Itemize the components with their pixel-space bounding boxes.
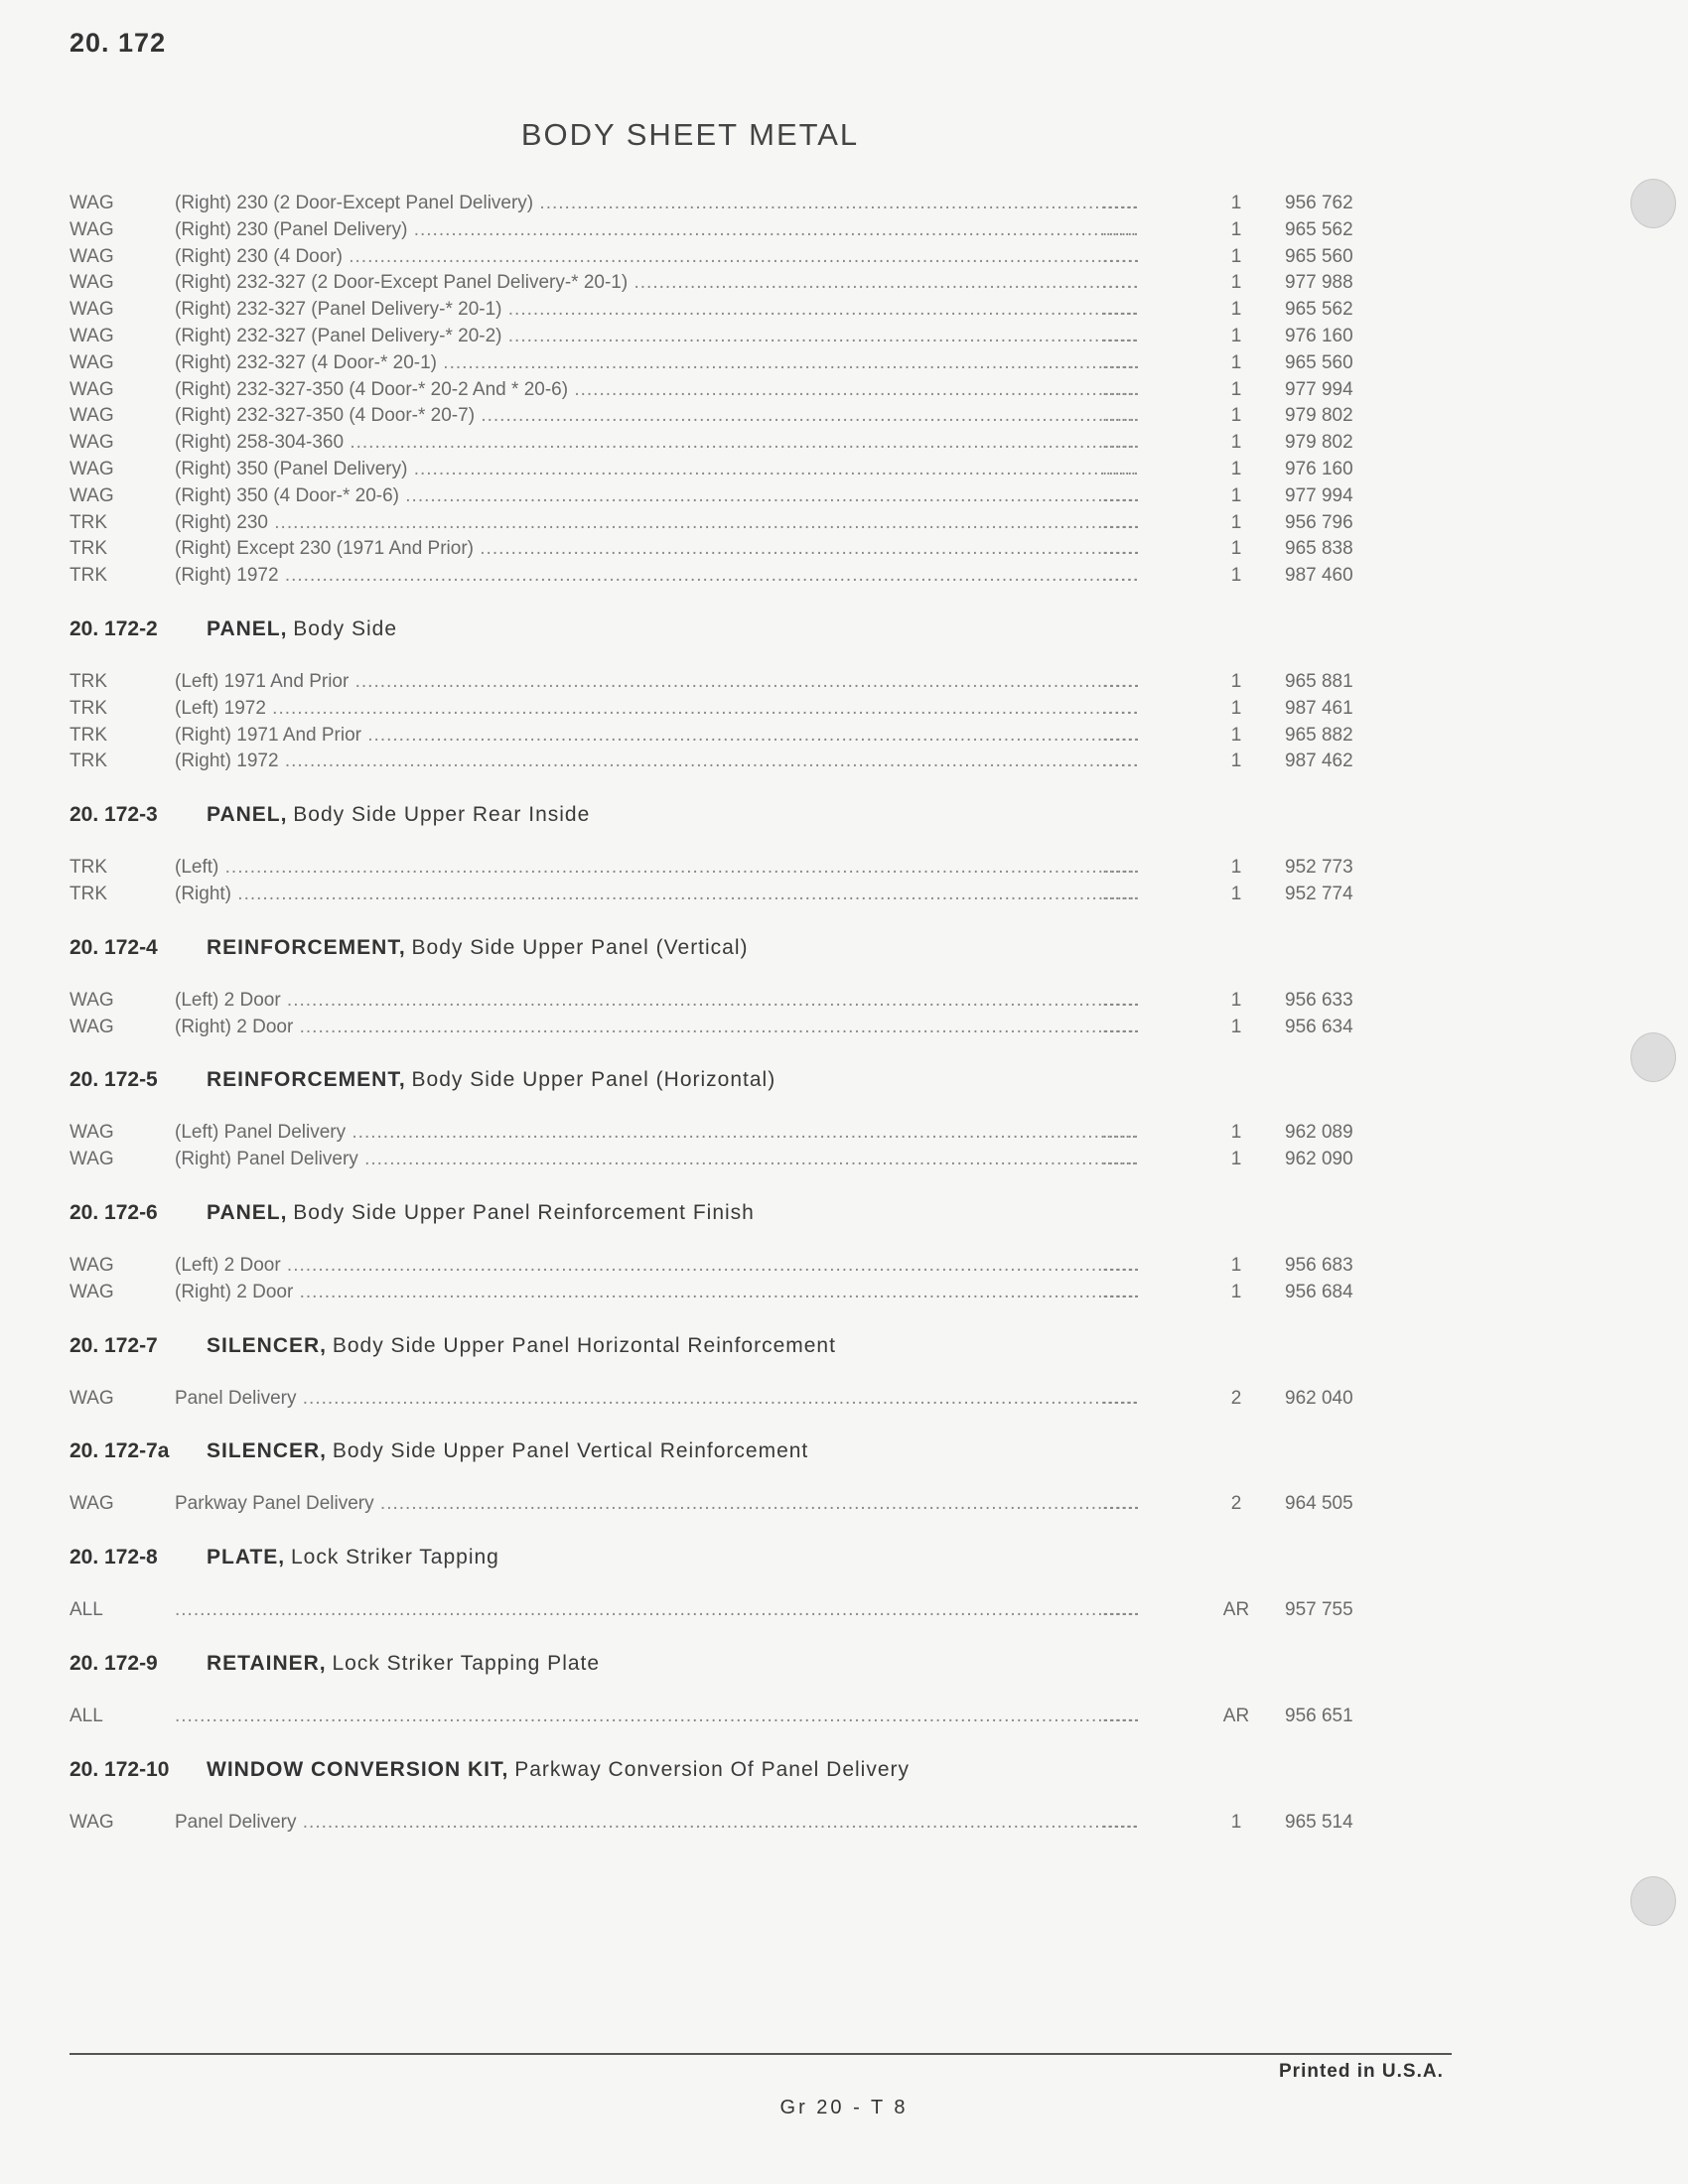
parts-row	[70, 1120, 1400, 1147]
page-reference: Gr 20 - T 8	[779, 2097, 909, 2118]
row-description: Panel Delivery .....	[175, 1386, 1138, 1413]
row-code: WAG	[70, 1281, 114, 1302]
binder-hole-top	[1630, 179, 1676, 228]
row-part-number: 965 560	[1285, 351, 1353, 373]
row-quantity: 1	[1230, 670, 1242, 692]
section-name: PLATE,	[207, 1546, 286, 1570]
binder-hole-bottom	[1630, 1876, 1676, 1926]
section-number: 20. 172-7	[70, 1333, 158, 1357]
section-number: 20. 172-3	[70, 803, 158, 827]
row-code: TRK	[70, 565, 107, 587]
section-subtitle: Lock Striker Tapping	[290, 1546, 499, 1570]
section-subtitle: Parkway Conversion Of Panel Delivery	[514, 1757, 910, 1781]
parts-row	[70, 669, 1400, 696]
section-heading	[70, 610, 1400, 649]
leader-dots: ......	[1102, 432, 1140, 454]
leader-dots: ......	[1102, 1387, 1140, 1409]
parts-row	[70, 297, 1400, 324]
row-part-number: 962 089	[1285, 1122, 1353, 1144]
row-code: TRK	[70, 511, 107, 533]
row-code: WAG	[70, 1254, 114, 1276]
section-subtitle: Body Side Upper Panel Horizontal Reinforcement	[332, 1333, 836, 1357]
row-code: WAG	[70, 378, 114, 400]
row-code: WAG	[70, 458, 114, 479]
row-description: (Right) 232-327 (4 Door-* 20-1) .....	[175, 350, 1138, 377]
parts-row	[70, 217, 1400, 244]
section-heading	[70, 1193, 1400, 1233]
row-description: (Right) 350 (4 Door-* 20-6) .....	[175, 483, 1138, 510]
row-part-number: 965 562	[1285, 218, 1353, 240]
page-title: BODY SHEET METAL	[520, 117, 860, 152]
row-part-number: 965 562	[1285, 299, 1353, 321]
leader-dots: ......	[1102, 538, 1140, 560]
leader-dots: ......	[1102, 325, 1140, 346]
row-quantity: 1	[1230, 405, 1242, 427]
row-quantity: AR	[1222, 1599, 1250, 1621]
row-quantity: AR	[1222, 1705, 1250, 1726]
row-quantity: 2	[1230, 1493, 1242, 1515]
row-code: WAG	[70, 432, 114, 454]
leader-dots: ......	[1102, 351, 1140, 373]
row-part-number: 965 838	[1285, 538, 1353, 560]
row-code: TRK	[70, 857, 107, 879]
row-quantity: 1	[1230, 432, 1242, 454]
row-part-number: 957 755	[1285, 1599, 1353, 1621]
section-subtitle: Lock Striker Tapping Plate	[332, 1651, 601, 1675]
leader-dots: ......	[1102, 1705, 1140, 1726]
leader-dots: ......	[1102, 405, 1140, 427]
row-part-number: 965 881	[1285, 670, 1353, 692]
section-name: REINFORCEMENT,	[207, 935, 406, 959]
row-description: (Left) 1971 And Prior .....	[175, 669, 1138, 696]
row-description	[175, 1597, 1138, 1624]
leader-dots: ......	[1102, 193, 1140, 213]
row-quantity: 1	[1230, 1016, 1242, 1037]
parts-row	[70, 1491, 1400, 1518]
row-description: (Right) 232-327 (Panel Delivery-* 20-1) .....	[175, 297, 1138, 324]
row-quantity: 1	[1230, 989, 1242, 1011]
parts-row	[70, 350, 1400, 377]
leader-dots: ......	[1102, 245, 1140, 267]
section-name: SILENCER,	[207, 1333, 328, 1357]
row-code: ALL	[70, 1599, 103, 1621]
row-part-number: 965 560	[1285, 245, 1353, 267]
parts-row	[70, 1704, 1400, 1730]
row-description: (Right) 232-327-350 (4 Door-* 20-7) .....	[175, 403, 1138, 430]
printed-in-label: Printed in U.S.A.	[1279, 2061, 1444, 2082]
row-code: WAG	[70, 1016, 114, 1037]
row-part-number: 962 040	[1285, 1387, 1353, 1409]
parts-row	[70, 483, 1400, 510]
section-heading	[70, 1060, 1400, 1100]
parts-row	[70, 510, 1400, 537]
leader-dots: ......	[1102, 1811, 1140, 1833]
row-description: (Right) 232-327-350 (4 Door-* 20-2 And * 20-6) .....	[175, 377, 1138, 404]
row-code: WAG	[70, 325, 114, 346]
leader-dots: ......	[1102, 484, 1140, 506]
row-quantity: 1	[1230, 511, 1242, 533]
parts-row	[70, 457, 1400, 483]
parts-row	[70, 882, 1400, 908]
row-quantity: 1	[1230, 883, 1242, 904]
row-part-number: 976 160	[1285, 458, 1353, 479]
section-heading	[70, 1538, 1400, 1577]
page-number: 20. 172	[70, 28, 167, 58]
row-quantity: 1	[1230, 351, 1242, 373]
parts-row	[70, 1253, 1400, 1280]
section-subtitle: Body Side Upper Panel (Horizontal)	[411, 1068, 776, 1092]
row-part-number: 987 461	[1285, 697, 1353, 719]
row-description: (Right) 230 (2 Door-Except Panel Delivery) .....	[175, 191, 1138, 217]
parts-row	[70, 696, 1400, 723]
parts-row	[70, 855, 1400, 882]
binder-hole-middle	[1630, 1032, 1676, 1082]
row-description	[175, 1704, 1138, 1730]
row-description: (Right) .....	[175, 882, 1138, 908]
row-code: WAG	[70, 1811, 114, 1833]
row-description: (Left) 2 Door .....	[175, 1253, 1138, 1280]
leader-dots: ......	[1102, 1599, 1140, 1621]
section-number: 20. 172-6	[70, 1200, 158, 1224]
row-code: TRK	[70, 883, 107, 904]
parts-row	[70, 563, 1400, 590]
parts-row	[70, 270, 1400, 297]
row-description: (Right) 2 Door .....	[175, 1280, 1138, 1306]
row-part-number: 956 684	[1285, 1281, 1353, 1302]
row-code: WAG	[70, 484, 114, 506]
footer-divider	[70, 2053, 1452, 2055]
row-code: WAG	[70, 351, 114, 373]
row-description: (Left) .....	[175, 855, 1138, 882]
section-number: 20. 172-4	[70, 935, 158, 959]
parts-row	[70, 1147, 1400, 1173]
row-code: TRK	[70, 670, 107, 692]
row-quantity: 1	[1230, 245, 1242, 267]
row-part-number: 956 762	[1285, 193, 1353, 213]
parts-row	[70, 1280, 1400, 1306]
row-part-number: 964 505	[1285, 1493, 1353, 1515]
row-part-number: 977 994	[1285, 378, 1353, 400]
row-part-number: 956 634	[1285, 1016, 1353, 1037]
row-description: (Right) 258-304-360 .....	[175, 430, 1138, 457]
row-description: (Right) 230 .....	[175, 510, 1138, 537]
row-quantity: 1	[1230, 458, 1242, 479]
row-description: (Right) 232-327 (Panel Delivery-* 20-2) .....	[175, 324, 1138, 350]
row-code: TRK	[70, 697, 107, 719]
row-code: WAG	[70, 989, 114, 1011]
row-part-number: 979 802	[1285, 405, 1353, 427]
section-number: 20. 172-2	[70, 616, 158, 640]
row-code: WAG	[70, 193, 114, 213]
leader-dots: ......	[1102, 857, 1140, 879]
row-code: WAG	[70, 245, 114, 267]
leader-dots: ......	[1102, 724, 1140, 746]
row-part-number: 956 683	[1285, 1254, 1353, 1276]
row-part-number: 956 633	[1285, 989, 1353, 1011]
row-code: WAG	[70, 1149, 114, 1170]
leader-dots: ......	[1102, 1493, 1140, 1515]
leader-dots: ......	[1102, 670, 1140, 692]
parts-row	[70, 377, 1400, 404]
row-code: WAG	[70, 1122, 114, 1144]
section-subtitle: Body Side Upper Panel Reinforcement Finish	[293, 1200, 755, 1224]
section-name: PANEL,	[207, 803, 288, 827]
row-part-number: 965 514	[1285, 1811, 1353, 1833]
row-quantity: 1	[1230, 724, 1242, 746]
section-number: 20. 172-7a	[70, 1439, 170, 1463]
row-description: (Left) 1972 .....	[175, 696, 1138, 723]
section-subtitle: Body Side Upper Panel Vertical Reinforcement	[332, 1439, 809, 1463]
row-part-number: 952 774	[1285, 883, 1353, 904]
section-number: 20. 172-9	[70, 1651, 158, 1675]
leader-dots: ......	[1102, 1149, 1140, 1170]
parts-row	[70, 191, 1400, 217]
row-description: (Right) 350 (Panel Delivery) .....	[175, 457, 1138, 483]
leader-dots: ......	[1102, 458, 1140, 479]
section-heading	[70, 1644, 1400, 1684]
row-quantity: 1	[1230, 565, 1242, 587]
leader-dots: ......	[1102, 1281, 1140, 1302]
parts-row	[70, 324, 1400, 350]
parts-list	[70, 191, 1400, 1837]
section-name: PANEL,	[207, 1200, 288, 1224]
leader-dots: ......	[1102, 1254, 1140, 1276]
row-quantity: 1	[1230, 538, 1242, 560]
leader-dots: ......	[1102, 697, 1140, 719]
row-quantity: 1	[1230, 218, 1242, 240]
row-quantity: 1	[1230, 751, 1242, 772]
leader-dots: ......	[1102, 989, 1140, 1011]
row-code: WAG	[70, 218, 114, 240]
row-part-number: 977 994	[1285, 484, 1353, 506]
row-part-number: 976 160	[1285, 325, 1353, 346]
row-quantity: 1	[1230, 1122, 1242, 1144]
row-quantity: 1	[1230, 299, 1242, 321]
parts-row	[70, 1015, 1400, 1041]
row-code: WAG	[70, 1493, 114, 1515]
row-quantity: 1	[1230, 697, 1242, 719]
section-name: REINFORCEMENT,	[207, 1068, 406, 1092]
section-subtitle: Body Side Upper Rear Inside	[293, 803, 591, 827]
row-description: Parkway Panel Delivery .....	[175, 1491, 1138, 1518]
row-part-number: 979 802	[1285, 432, 1353, 454]
parts-row	[70, 749, 1400, 775]
leader-dots: ......	[1102, 218, 1140, 240]
section-name: WINDOW CONVERSION KIT,	[207, 1757, 509, 1781]
row-description: (Right) 230 (Panel Delivery) .....	[175, 217, 1138, 244]
row-quantity: 1	[1230, 1254, 1242, 1276]
parts-row	[70, 1810, 1400, 1837]
row-description: (Right) 1971 And Prior .....	[175, 723, 1138, 750]
leader-dots: ......	[1102, 565, 1140, 587]
row-description: (Right) 232-327 (2 Door-Except Panel Delivery-* 20-1) .....	[175, 270, 1138, 297]
row-quantity: 1	[1230, 193, 1242, 213]
parts-row	[70, 403, 1400, 430]
row-code: WAG	[70, 1387, 114, 1409]
leader-dots: ......	[1102, 1122, 1140, 1144]
row-quantity: 1	[1230, 857, 1242, 879]
section-number: 20. 172-8	[70, 1546, 158, 1570]
leader-dots: ......	[1102, 378, 1140, 400]
leader-dots: ......	[1102, 511, 1140, 533]
row-quantity: 1	[1230, 1281, 1242, 1302]
row-quantity: 1	[1230, 325, 1242, 346]
row-code: WAG	[70, 405, 114, 427]
section-name: SILENCER,	[207, 1439, 328, 1463]
leader-dots: ......	[1102, 1016, 1140, 1037]
row-code: WAG	[70, 299, 114, 321]
row-code: ALL	[70, 1705, 103, 1726]
section-heading	[70, 795, 1400, 835]
parts-row	[70, 988, 1400, 1015]
row-part-number: 952 773	[1285, 857, 1353, 879]
section-heading	[70, 928, 1400, 968]
section-name: RETAINER,	[207, 1651, 327, 1675]
row-description: (Right) Except 230 (1971 And Prior) .....	[175, 536, 1138, 563]
leader-dots: ......	[1102, 272, 1140, 294]
parts-row	[70, 244, 1400, 271]
leader-dots: ......	[1102, 299, 1140, 321]
row-part-number: 965 882	[1285, 724, 1353, 746]
row-quantity: 1	[1230, 1811, 1242, 1833]
section-heading	[70, 1750, 1400, 1790]
row-code: WAG	[70, 272, 114, 294]
row-part-number: 977 988	[1285, 272, 1353, 294]
parts-row	[70, 430, 1400, 457]
row-part-number: 962 090	[1285, 1149, 1353, 1170]
row-quantity: 1	[1230, 484, 1242, 506]
section-heading	[70, 1432, 1400, 1471]
row-description: (Right) 1972 .....	[175, 563, 1138, 590]
parts-row	[70, 723, 1400, 750]
row-description: (Left) Panel Delivery .....	[175, 1120, 1138, 1147]
row-code: TRK	[70, 751, 107, 772]
row-quantity: 1	[1230, 378, 1242, 400]
row-description: (Right) 1972 .....	[175, 749, 1138, 775]
row-quantity: 1	[1230, 1149, 1242, 1170]
parts-row	[70, 1386, 1400, 1413]
section-heading	[70, 1326, 1400, 1366]
section-subtitle: Body Side	[293, 616, 398, 640]
section-subtitle: Body Side Upper Panel (Vertical)	[411, 935, 749, 959]
row-description: (Right) Panel Delivery .....	[175, 1147, 1138, 1173]
row-part-number: 987 462	[1285, 751, 1353, 772]
leader-dots: ......	[1102, 883, 1140, 904]
section-number: 20. 172-5	[70, 1068, 158, 1092]
row-quantity: 1	[1230, 272, 1242, 294]
row-description: (Right) 230 (4 Door) .....	[175, 244, 1138, 271]
section-number: 20. 172-10	[70, 1757, 170, 1781]
row-part-number: 987 460	[1285, 565, 1353, 587]
row-code: TRK	[70, 538, 107, 560]
row-part-number: 956 651	[1285, 1705, 1353, 1726]
row-description: (Right) 2 Door .....	[175, 1015, 1138, 1041]
parts-row	[70, 1597, 1400, 1624]
section-name: PANEL,	[207, 616, 288, 640]
parts-row	[70, 536, 1400, 563]
row-code: TRK	[70, 724, 107, 746]
row-part-number: 956 796	[1285, 511, 1353, 533]
row-quantity: 2	[1230, 1387, 1242, 1409]
leader-dots: ......	[1102, 751, 1140, 772]
row-description: (Left) 2 Door .....	[175, 988, 1138, 1015]
row-description: Panel Delivery .....	[175, 1810, 1138, 1837]
